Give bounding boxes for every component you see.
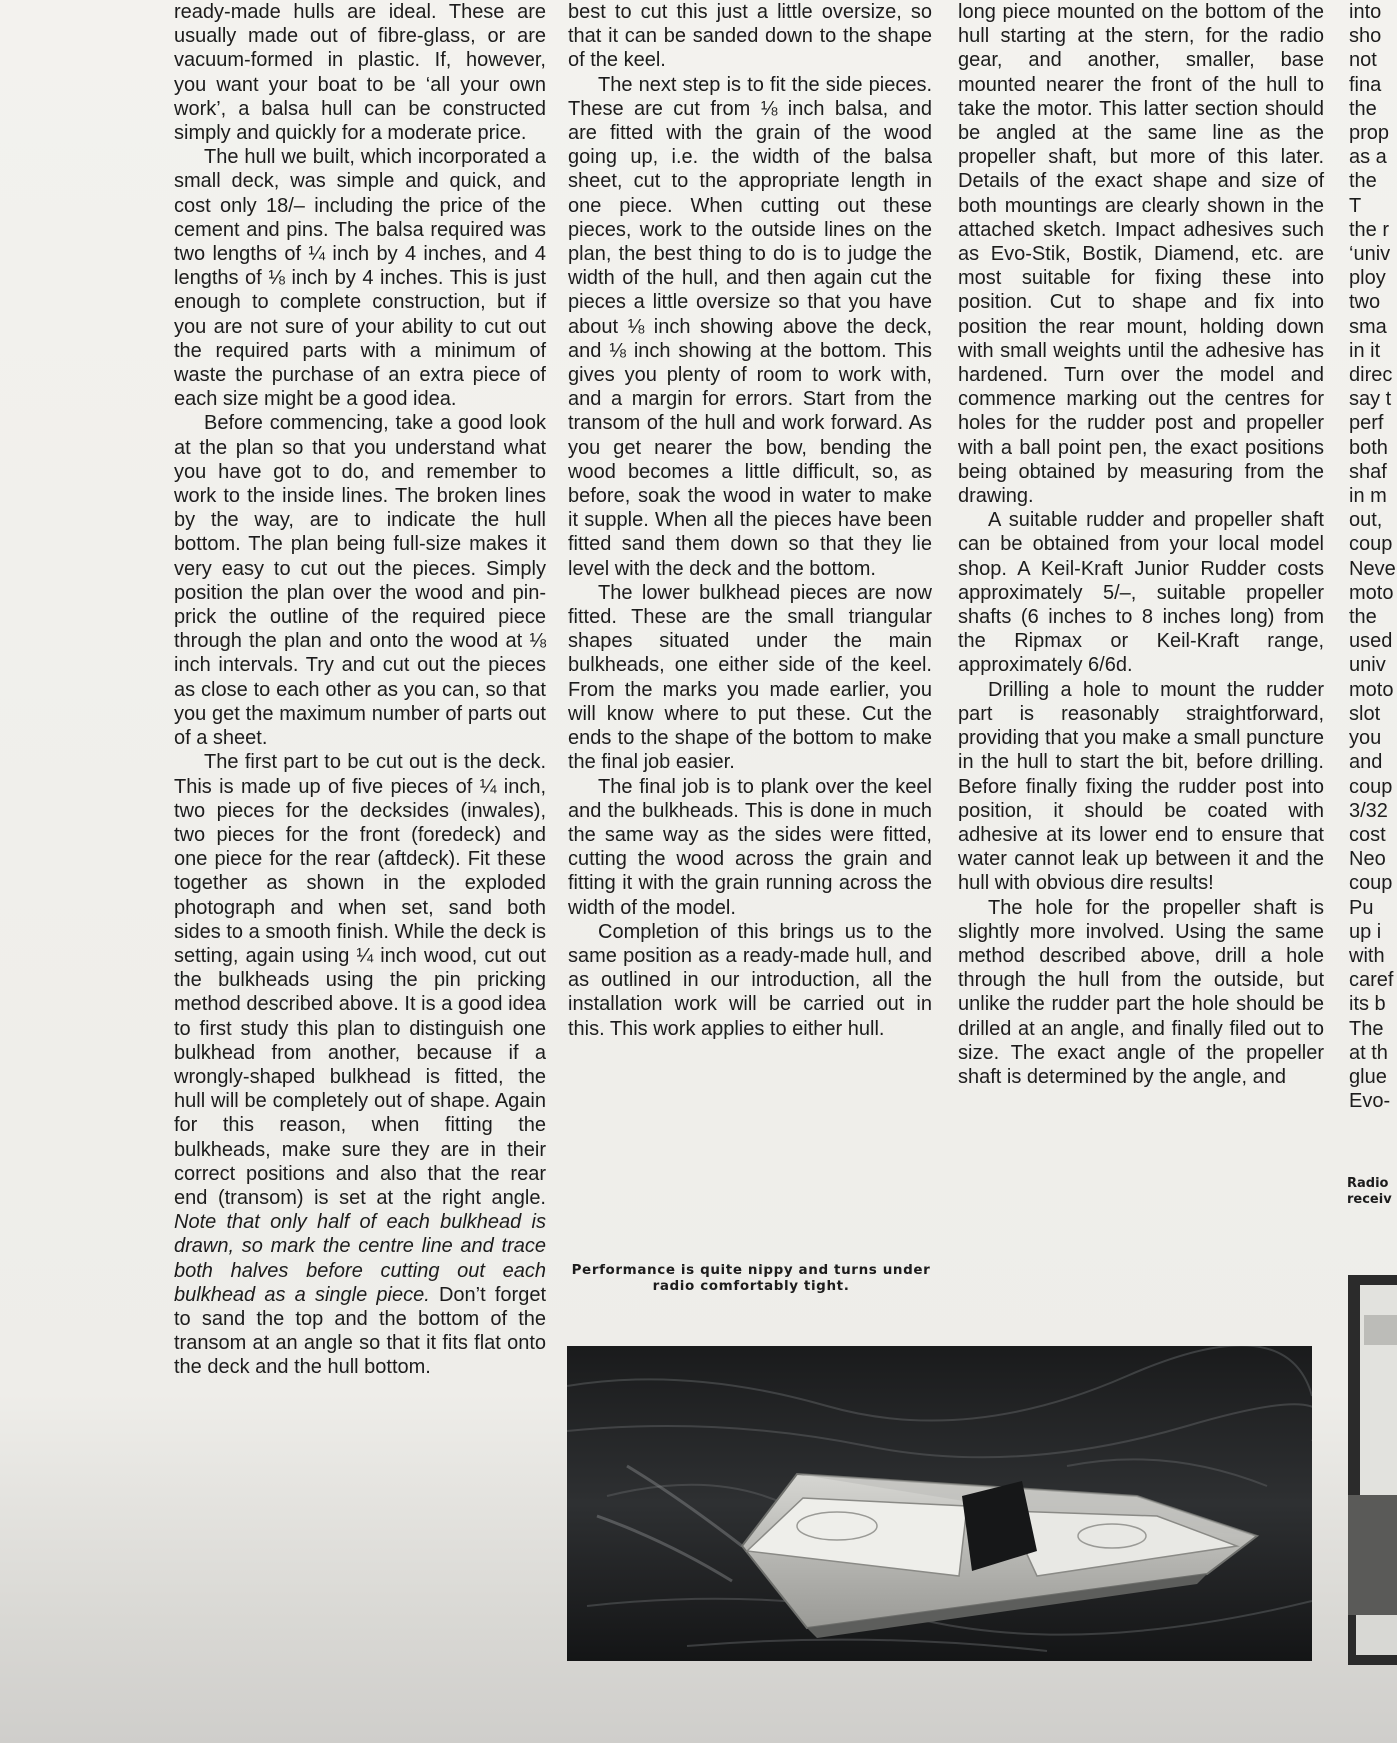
caption-line: Radio	[1347, 1176, 1389, 1191]
paragraph: Completion of this brings us to the same position as a ready-made hull, and as outlined in our introduction, all the installation work will be carried out in this. This work applies to either hull.	[568, 920, 932, 1040]
column-4-line: coup	[1349, 872, 1393, 895]
boat-photo	[567, 1346, 1312, 1661]
column-4-line: the r	[1349, 218, 1390, 241]
caption-line: receiv	[1347, 1192, 1392, 1207]
paragraph: The lower bulkhead pieces are now fitted. These are the small triangular shapes situated under the main bulkheads, one either side of the keel. From the marks you made earlier, you will know where to put these. Cut the ends to the shape of the bottom to make the final job easier.	[568, 581, 932, 774]
column-3	[958, 0, 1324, 1089]
column-4-line: slot	[1349, 702, 1381, 725]
column-4-line: prop	[1349, 122, 1390, 145]
paragraph: The hull we built, which incorporated a small deck, was simple and quick, and cost only 18/– including the price of the cement and pins. The balsa required was two lengths of ¼ inch by 4 inches, and 4 lengths of ⅛ inch by 4 inches. This is just enough to complete construction, but if you are not sure of your ability to cut out the required parts with a minimum of waste the purchase of an extra piece of each size might be a good idea.	[174, 146, 546, 411]
column-4-line: Neve	[1349, 557, 1396, 580]
column-4-line: T	[1349, 194, 1362, 217]
radio-photo-illustration	[1348, 1275, 1397, 1665]
column-4-line: coup	[1349, 775, 1393, 798]
column-4-line: you	[1349, 727, 1382, 750]
column-1	[174, 0, 546, 1380]
column-4-line: Evo-	[1349, 1090, 1391, 1113]
paragraph: best to cut this just a little oversize, so that it can be sanded down to the shape of the keel.	[568, 1, 932, 72]
column-4-line: up i	[1349, 920, 1382, 943]
column-4-line: used	[1349, 630, 1393, 653]
column-4-line: the	[1349, 606, 1377, 629]
column-4-line: 3/32	[1349, 799, 1388, 822]
column-4-line: The	[1349, 1017, 1384, 1040]
column-4-line: in it	[1349, 339, 1381, 362]
column-4-line: out,	[1349, 509, 1383, 532]
column-4-line: into	[1349, 1, 1382, 23]
column-4-line: at th	[1349, 1041, 1388, 1064]
column-4-line: Neo	[1349, 848, 1386, 871]
column-4-line: Pu	[1349, 896, 1374, 919]
paragraph: Before commencing, take a good look at the plan so that you understand what you have got to do, and remember to work to the inside lines. The broken lines by the way, are to indicate the hull bottom. The plan being full-size makes it very easy to cut out the pieces. Simply position the plan over the wood and pin-prick the outline of the required piece through the plan and onto the wood at ⅛ inch intervals. Try and cut out the pieces as close to each other as you can, so that you get the maximum number of parts out of a sheet.	[174, 412, 546, 750]
column-4-line: both	[1349, 436, 1388, 459]
column-4-line: in m	[1349, 485, 1387, 508]
paragraph: The final job is to plank over the keel and the bulkheads. This is done in much the same way as the sides were fitted, cutting the wood across the grain and fitting it with the grain running across the width of the model.	[568, 775, 932, 919]
column-4-line: and	[1349, 751, 1383, 774]
column-4-line: fina	[1349, 73, 1382, 96]
column-4-line: sho	[1349, 25, 1382, 48]
column-4-line: shaf	[1349, 460, 1387, 483]
column-4-line: not	[1349, 49, 1377, 72]
photo-caption-clipped	[1347, 1176, 1397, 1208]
column-4-line: univ	[1349, 654, 1386, 677]
radio-photo-clipped	[1348, 1275, 1397, 1665]
column-4-line: glue	[1349, 1065, 1387, 1088]
column-4-line: ‘univ	[1349, 243, 1391, 266]
paragraph: The hole for the propeller shaft is slightly more involved. Using the same method described above, drill a hole through the hull from the outside, but unlike the rudder part the hole should be drilled at an angle, and finally filed out to size. The exact angle of the propeller shaft is determined by the angle, and	[958, 896, 1324, 1088]
column-4-line: its b	[1349, 993, 1386, 1016]
italic-note: Note that only half of each bulkhead is drawn, so mark the centre line and trace both halves before cutting out each bulkhead as a single piece.	[174, 1211, 546, 1306]
column-4-line: with	[1349, 944, 1385, 967]
boat-photo-illustration	[567, 1346, 1312, 1661]
paragraph-text: The first part to be cut out is the deck. This is made up of five pieces of ¼ inch, two pieces for the decksides (inwales), two pieces for the front (foredeck) and one piece for the rear (aftdeck). Fit these together as shown in the exploded photograph and when set, sand both sides to a smooth finish. While the deck is setting, again using ¼ inch wood, cut out the bulkheads using the pin pricking method described above. It is a good idea to first study this plan to distinguish one bulkhead from another, because if a wrongly-shaped bulkhead is fitted, the hull will be completely out of shape. Again for this reason, when fitting the bulkheads, make sure they are in their correct positions and also that the rear end (transom) is set at the right angle.	[174, 751, 546, 1209]
column-4-line: two	[1349, 291, 1381, 314]
paragraph: long piece mounted on the bottom of the hull starting at the stern, for the radio gear, and another, smaller, base mounted nearer the front of the hull to take the motor. This latter section should be angled at the same line as the propeller shaft, but more of this later. Details of the exact shape and size of both mountings are clearly shown in the attached sketch. Impact adhesives such as Evo-Stik, Bostik, Diamend, etc. are most suitable for fixing these into position. Cut to shape and fix into position the rear mount, holding down with small weights until the adhesive has hardened. Turn over the model and commence marking out the centres for holes for the rudder post and propeller with a ball point pen, the exact positions being obtained by measuring from the drawing.	[958, 1, 1324, 508]
column-4-line: ploy	[1349, 267, 1386, 290]
column-4-line: coup	[1349, 533, 1393, 556]
column-4-line: sma	[1349, 315, 1387, 338]
paragraph: The next step is to fit the side pieces. These are cut from ⅛ inch balsa, and are fitted with the grain of the wood going up, i.e. the width of the balsa sheet, cut to the appropriate length in one piece. When cutting out these pieces, work to the outside lines on the plan, the best thing to do is to judge the width of the hull, and then again cut the pieces a little oversize so that you have about ⅛ inch showing above the deck, and ⅛ inch showing at the bottom. This gives you plenty of room to work with, and a margin for errors. Start from the transom of the hull and work forward. As you get nearer the bow, bending the wood becomes a little difficult, so, as before, soak the wood in water to make it supple. When all the pieces have been fitted sand them down so that they lie level with the deck and the bottom.	[568, 73, 932, 580]
column-4-line: caref	[1349, 969, 1394, 992]
paragraph: A suitable rudder and propeller shaft can be obtained from your local model shop. A Keil-Kraft Junior Rudder costs approximately 5/–, suitable propeller shafts (6 inches to 8 inches long) from the Ripmax or Keil-Kraft range, approximately 6/6d.	[958, 509, 1324, 677]
column-4-line: as a	[1349, 146, 1387, 169]
paragraph	[174, 750, 546, 1379]
column-4-line: say t	[1349, 388, 1392, 411]
column-4	[1349, 0, 1397, 1113]
column-4-line: the	[1349, 170, 1377, 193]
column-4-line: cost	[1349, 823, 1386, 846]
paragraph: Drilling a hole to mount the rudder part is reasonably straightforward, providing that you make a small puncture in the hull to start the bit, before drilling. Before finally fixing the rudder post into position, it should be coated with adhesive at its lower end to ensure that water cannot leak up between it and the hull with obvious dire results!	[958, 678, 1324, 895]
column-4-line: perf	[1349, 412, 1384, 435]
paragraph-tail: Don’t forget to sand the top and the bottom of the transom at an angle so that it fits flat onto the deck and the hull bottom.	[174, 1283, 546, 1379]
column-4-line: moto	[1349, 581, 1394, 604]
column-4-line: the	[1349, 97, 1377, 120]
photo-caption: Performance is quite nippy and turns under radio comfortably tight.	[571, 1262, 931, 1294]
column-4-line: moto	[1349, 678, 1394, 701]
column-2	[568, 0, 932, 1041]
column-4-line: direc	[1349, 364, 1393, 387]
paragraph: ready-made hulls are ideal. These are usually made out of fibre-glass, or are vacuum-formed in plastic. If, however, you want your boat to be ‘all your own work’, a balsa hull can be constructed simply and quickly for a moderate price.	[174, 1, 546, 145]
